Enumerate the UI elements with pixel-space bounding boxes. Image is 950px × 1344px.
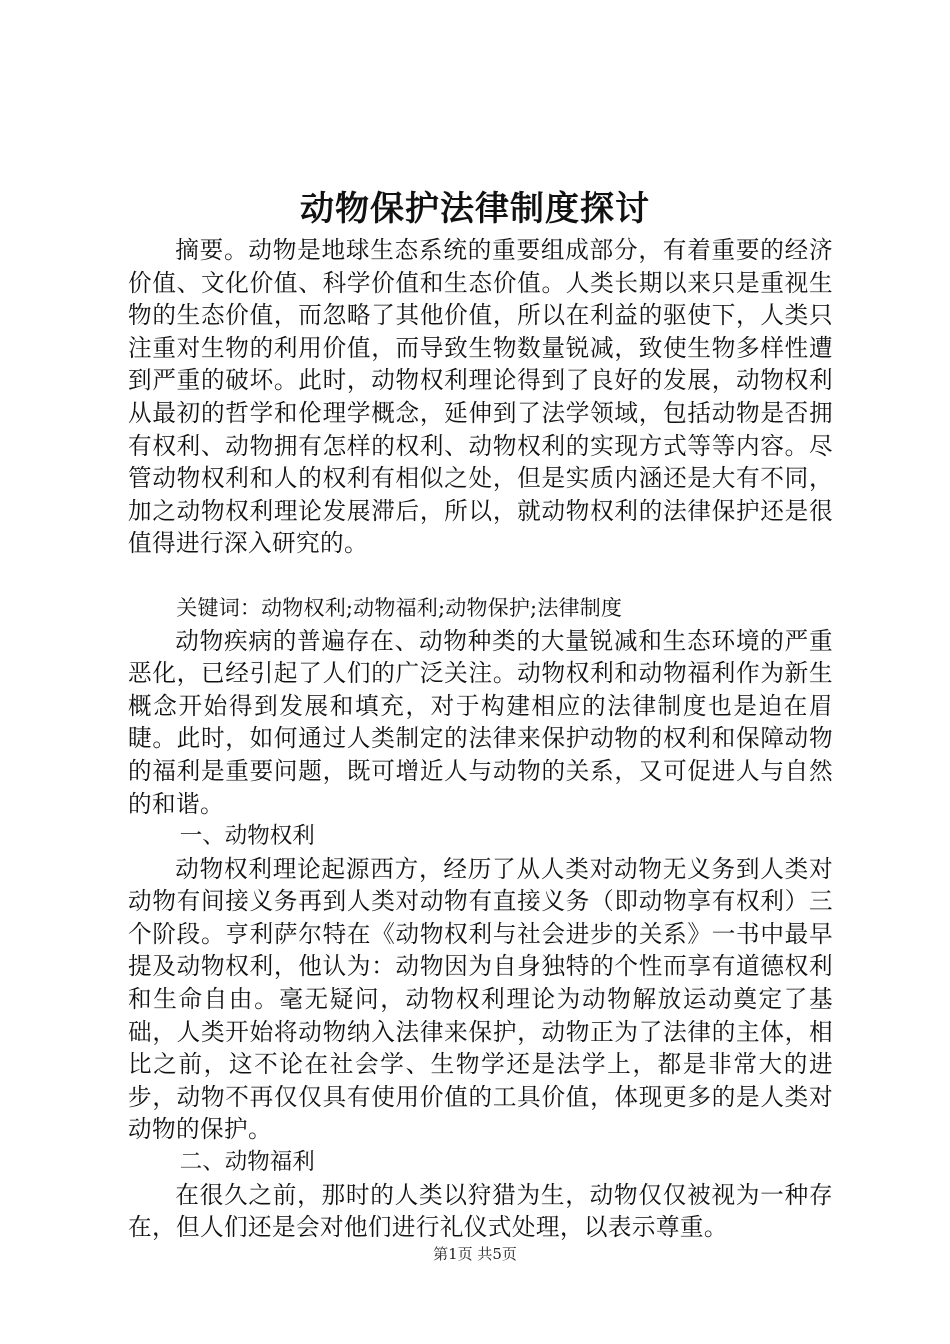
section-heading-animal-rights: 一、动物权利	[179, 823, 315, 850]
abstract-paragraph: 摘要。动物是地球生态系统的重要组成部分，有着重要的经济价值、文化价值、科学价值和生态价值。人类长期以来只是重视生物的生态价值，而忽略了其他价值，所以在利益的驱使下，人类只注重对生物的利用价值，而导致生物数量锐减，致使生物多样性遭到严重的破坏。此时，动物权利理论得到了良好的发展，动物权利从最初的哲学和伦理学概念，延伸到了法学领域，包括动物是否拥有权利、动物拥有怎样的权利、动物权利的实现方式等等内容。尽管动物权利和人的权利有相似之处，但是实质内涵还是大有不同，加之动物权利理论发展滞后，所以，就动物权利的法律保护还是很值得进行深入研究的。	[128, 236, 833, 558]
keywords-line: 关键词：动物权利;动物福利;动物保护;法律制度	[176, 595, 623, 620]
intro-paragraph: 动物疾病的普遍存在、动物种类的大量锐减和生态环境的严重恶化，已经引起了人们的广泛关注。动物权利和动物福利作为新生概念开始得到发展和填充，对于构建相应的法律制度也是迫在眉睫。此时，如何通过人类制定的法律来保护动物的权利和保障动物的福利是重要问题，既可增近人与动物的关系，又可促进人与自然的和谐。	[128, 626, 833, 818]
document-body	[128, 234, 833, 1244]
animal-welfare-paragraph: 在很久之前，那时的人类以狩猎为生，动物仅仅被视为一种存在，但人们还是会对他们进行礼仪式处理，以表示尊重。	[128, 1180, 833, 1242]
animal-rights-paragraph: 动物权利理论起源西方，经历了从人类对动物无义务到人类对动物有间接义务再到人类对动物有直接义务（即动物享有权利）三个阶段。亨利萨尔特在《动物权利与社会进步的关系》一书中最早提及动物权利，他认为：动物因为自身独特的个性而享有道德权利和生命自由。毫无疑问，动物权利理论为动物解放运动奠定了基础，人类开始将动物纳入法律来保护，动物正为了法律的主体，相比之前，这不论在社会学、生物学还是法学上，都是非常大的进步，动物不再仅仅具有使用价值的工具价值，体现更多的是人类对动物的保护。	[128, 854, 833, 1144]
page-footer: 第1页 共5页	[433, 1245, 517, 1263]
paragraph-spacer	[128, 560, 833, 592]
section-heading-animal-welfare: 二、动物福利	[179, 1149, 315, 1176]
document-title: 动物保护法律制度探讨	[300, 189, 650, 229]
